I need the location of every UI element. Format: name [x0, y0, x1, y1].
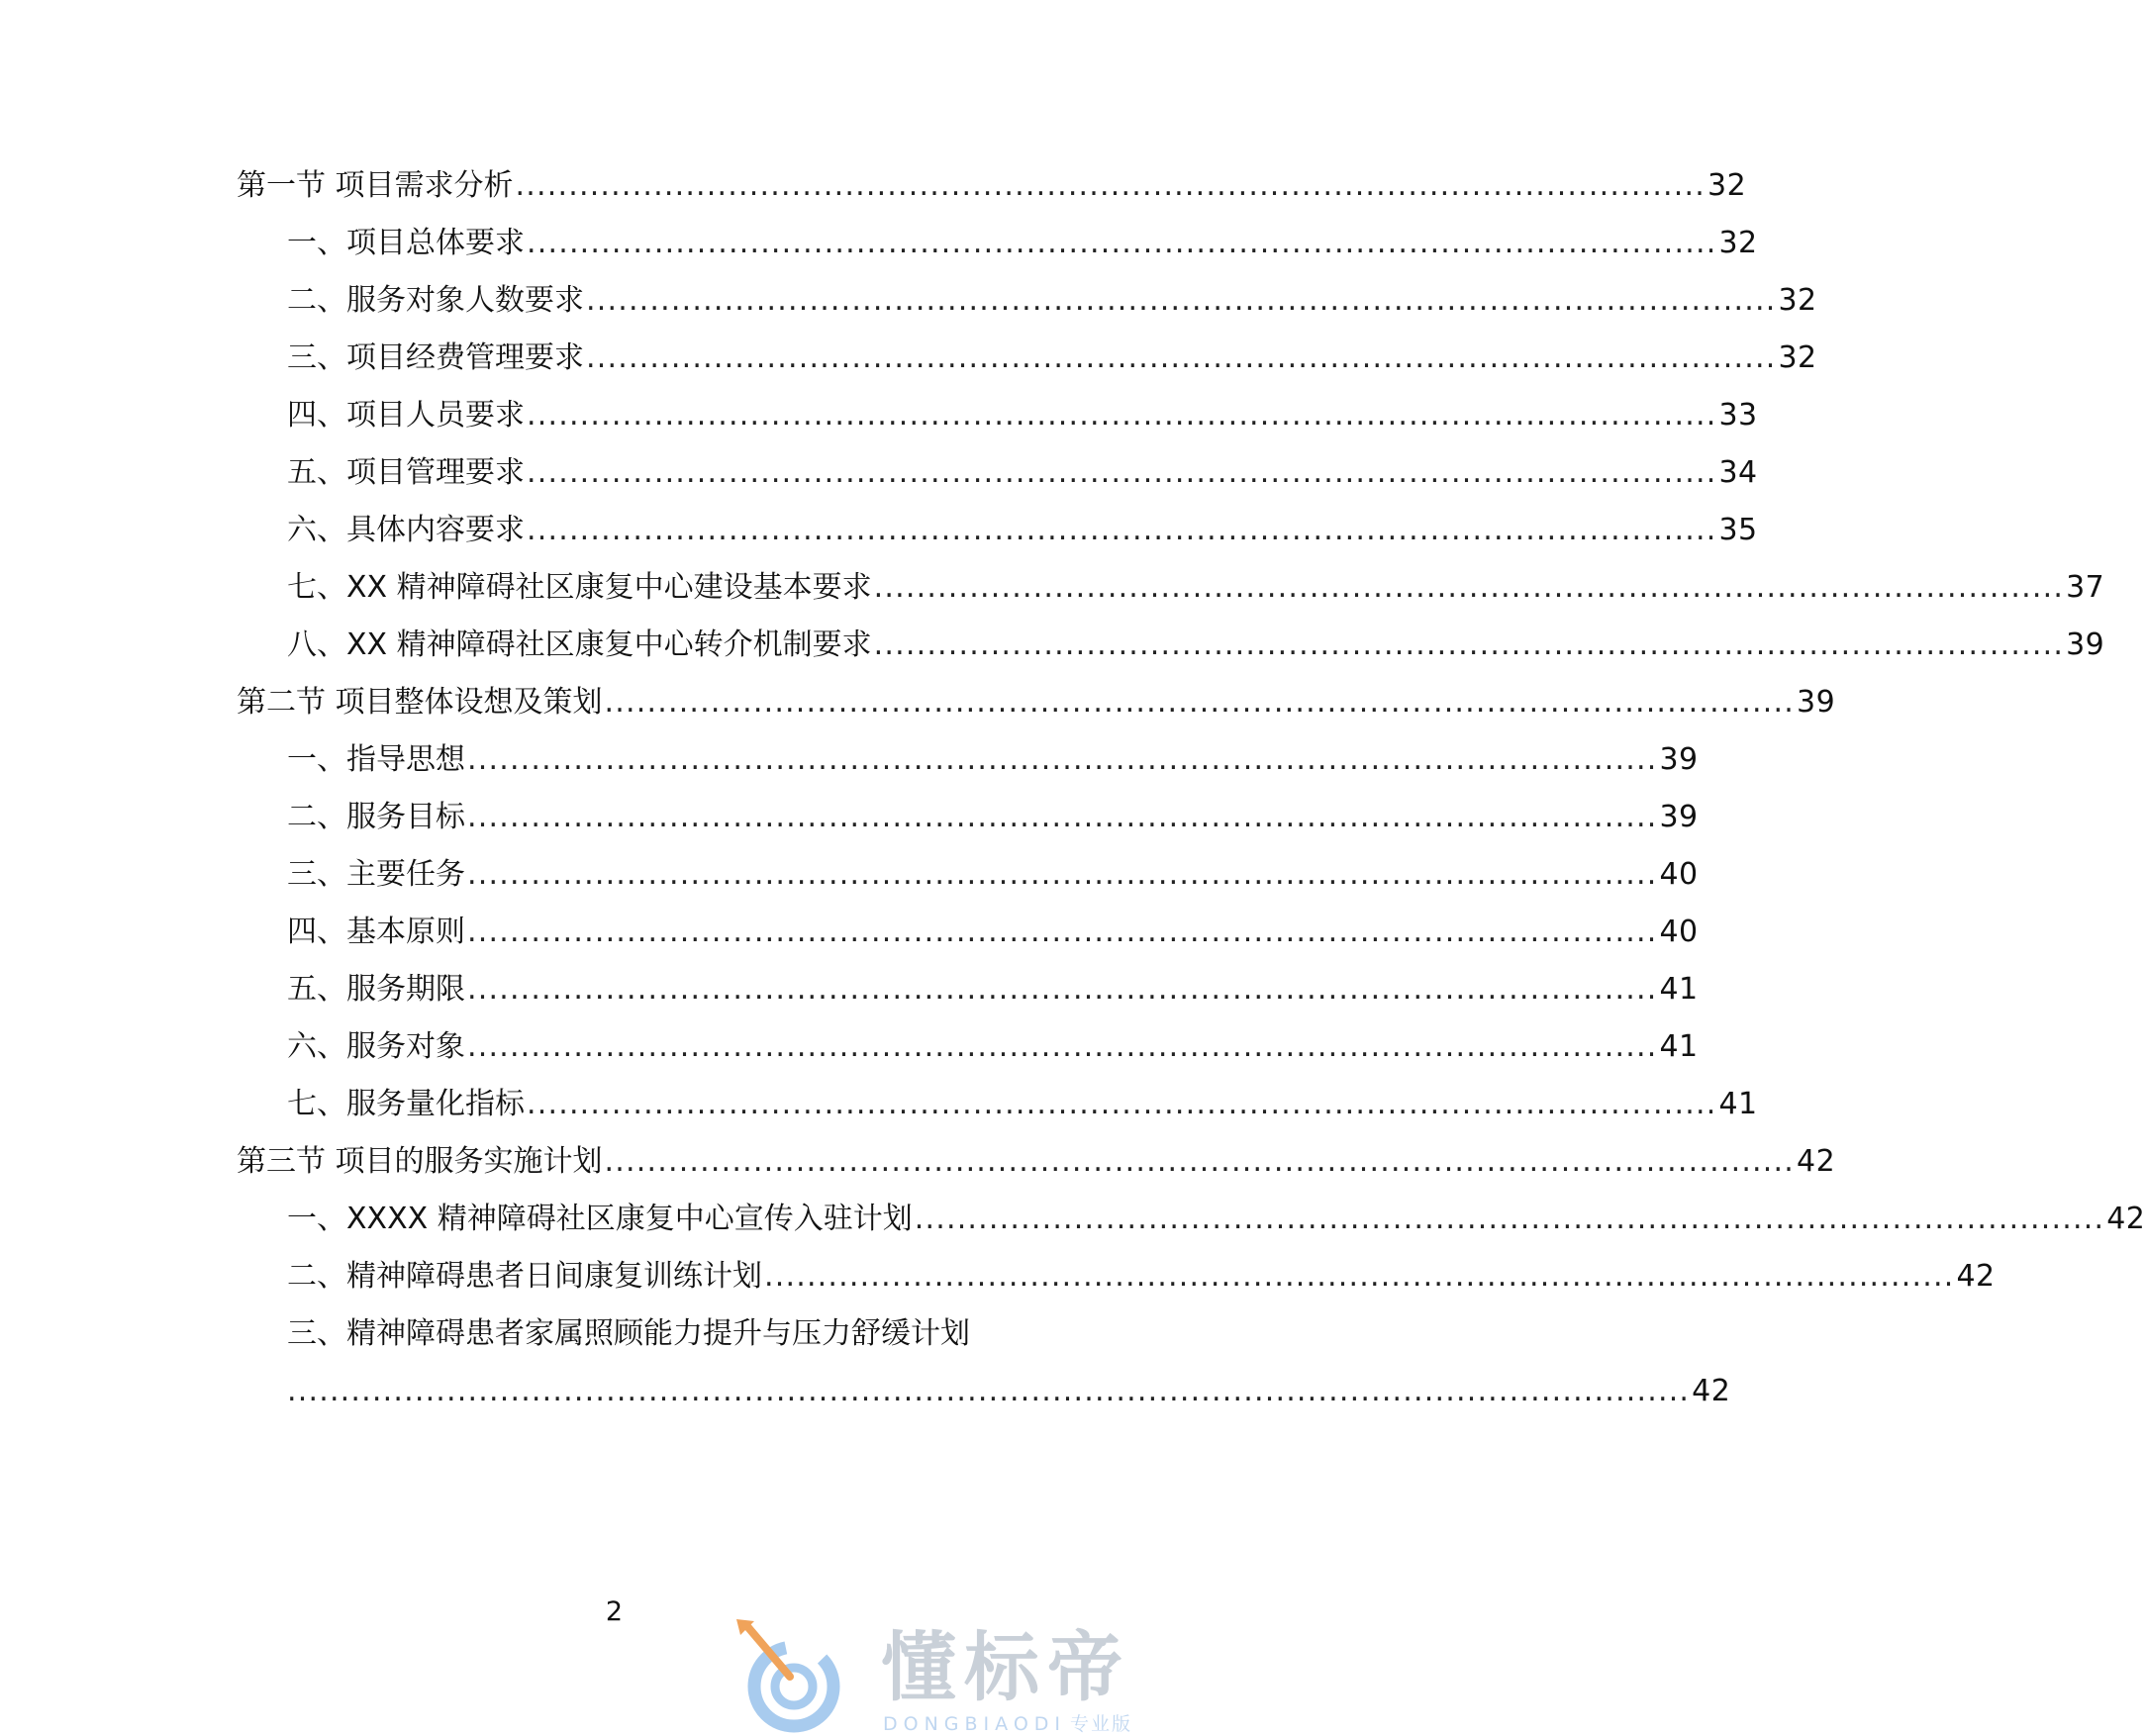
dot-leader: ................................................................................................................ [873, 570, 2065, 605]
toc-entry-title: 七、服务量化指标 [287, 1087, 525, 1121]
toc-entry-page: 42 [1692, 1374, 1731, 1408]
toc-entry[interactable] [287, 1027, 1699, 1067]
toc-entry-page: 39 [1659, 800, 1699, 834]
toc-entry[interactable] [287, 913, 1699, 952]
toc-entry[interactable] [287, 626, 2105, 665]
dot-leader: ................................................................................................................ [586, 283, 1777, 318]
toc-entry-title: 七、XX 精神障碍社区康复中心建设基本要求 [287, 570, 872, 605]
toc-entry-title: 一、指导思想 [287, 742, 465, 777]
toc-entry-title: 一、项目总体要求 [287, 226, 525, 260]
toc-entry-page: 41 [1659, 1029, 1699, 1064]
toc-entry-page: 37 [2066, 570, 2105, 605]
toc-entry-title: 六、具体内容要求 [287, 513, 525, 547]
dot-leader: ................................................................................................................ [467, 972, 1658, 1007]
toc-entry-title: 三、精神障碍患者家属照顾能力提升与压力舒缓计划 [287, 1316, 970, 1351]
toc-entry-page: 33 [1718, 398, 1758, 433]
toc-entry-title: 三、项目经费管理要求 [287, 340, 584, 375]
toc-entry[interactable] [287, 1200, 2145, 1239]
toc-entry[interactable] [287, 568, 2105, 608]
dot-leader: ................................................................................................................ [467, 742, 1658, 777]
dot-leader: ................................................................................................................ [873, 627, 2065, 662]
dot-leader: ................................................................................................................ [604, 685, 1795, 720]
toc-entry-title: 二、服务目标 [287, 800, 465, 834]
toc-entry[interactable] [287, 1314, 1043, 1354]
toc-entry[interactable] [287, 798, 1699, 837]
toc-entry-page: 40 [1659, 857, 1699, 892]
toc-entry-page: 42 [2106, 1202, 2145, 1236]
dot-leader: ................................................................................................................ [586, 340, 1777, 375]
toc-entry-title: 五、服务期限 [287, 972, 465, 1007]
toc-entry-page: 39 [2066, 627, 2105, 662]
toc-entry-title: 一、XXXX 精神障碍社区康复中心宣传入驻计划 [287, 1202, 913, 1236]
toc-entry[interactable] [237, 683, 1836, 723]
page-number: 2 [605, 1596, 624, 1627]
dot-leader: ................................................................................................................ [467, 915, 1658, 949]
toc-entry-title: 第一节 项目需求分析 [237, 168, 514, 203]
dot-leader: ................................................................................................................ [527, 455, 1717, 490]
dot-leader: ................................................................................................................ [527, 513, 1717, 547]
toc-entry-page: 39 [1797, 685, 1836, 720]
toc-entry-page: 35 [1718, 513, 1758, 547]
toc-entry[interactable] [287, 511, 1758, 550]
toc-entry-title: 二、精神障碍患者日间康复训练计划 [287, 1259, 762, 1294]
dot-leader: ................................................................................................................ [527, 1087, 1717, 1121]
toc-entry-page: 32 [1718, 226, 1758, 260]
toc-entry-title: 四、基本原则 [287, 915, 465, 949]
toc-entry[interactable] [287, 396, 1758, 435]
dot-leader: ................................................................................................................ [604, 1144, 1795, 1179]
watermark-brand-name: 懂标帝 [881, 1623, 1130, 1711]
toc-entry-title: 八、XX 精神障碍社区康复中心转介机制要求 [287, 627, 872, 662]
toc-entry-page: 42 [1956, 1259, 1996, 1294]
dot-leader: ................................................................................................................ [527, 398, 1717, 433]
toc-entry-title: 六、服务对象 [287, 1029, 465, 1064]
toc-entry-continuation[interactable] [287, 1372, 1731, 1411]
toc-entry[interactable] [287, 224, 1758, 263]
toc-entry-title: 第二节 项目整体设想及策划 [237, 685, 603, 720]
toc-entry-title: 四、项目人员要求 [287, 398, 525, 433]
watermark-pinyin: DONGBIAODI [883, 1713, 1067, 1735]
toc-entry-page: 42 [1797, 1144, 1836, 1179]
toc-entry[interactable] [287, 281, 1817, 321]
toc-entry[interactable] [287, 338, 1817, 378]
toc-entry-page: 40 [1659, 915, 1699, 949]
toc-entry[interactable] [287, 855, 1699, 895]
toc-entry-page: 32 [1778, 283, 1817, 318]
dot-leader: .................................................................................................................................... [287, 1374, 1691, 1408]
toc-entry-title: 第三节 项目的服务实施计划 [237, 1144, 603, 1179]
toc-entry-page: 32 [1707, 168, 1747, 203]
toc-entry-page: 34 [1718, 455, 1758, 490]
toc-entry-page: 41 [1659, 972, 1699, 1007]
watermark-subtitle [883, 1714, 1132, 1734]
dot-leader: ................................................................................................................ [764, 1259, 1955, 1294]
toc-entry[interactable] [237, 1142, 1836, 1182]
toc-entry[interactable] [237, 166, 1747, 206]
toc-entry-page: 39 [1659, 742, 1699, 777]
toc-entry[interactable] [287, 1257, 1996, 1297]
dot-leader: ................................................................................................................ [527, 226, 1717, 260]
toc-entry[interactable] [287, 1085, 1758, 1124]
toc-entry-title: 五、项目管理要求 [287, 455, 525, 490]
watermark-edition: 专业版 [1070, 1713, 1133, 1735]
watermark [732, 1619, 1227, 1736]
toc-entry[interactable] [287, 453, 1758, 493]
toc-entry-page: 41 [1718, 1087, 1758, 1121]
target-logo-icon [732, 1619, 861, 1736]
dot-leader: ................................................................................................................ [467, 1029, 1658, 1064]
toc-entry[interactable] [287, 740, 1699, 780]
toc-entry-page: 32 [1778, 340, 1817, 375]
dot-leader: ................................................................................................................ [914, 1202, 2105, 1236]
toc-entry[interactable] [287, 970, 1699, 1010]
dot-leader: ................................................................................................................ [515, 168, 1706, 203]
dot-leader: ................................................................................................................ [467, 800, 1658, 834]
toc-entry-title: 三、主要任务 [287, 857, 465, 892]
toc-entry-title: 二、服务对象人数要求 [287, 283, 584, 318]
dot-leader: ................................................................................................................ [467, 857, 1658, 892]
